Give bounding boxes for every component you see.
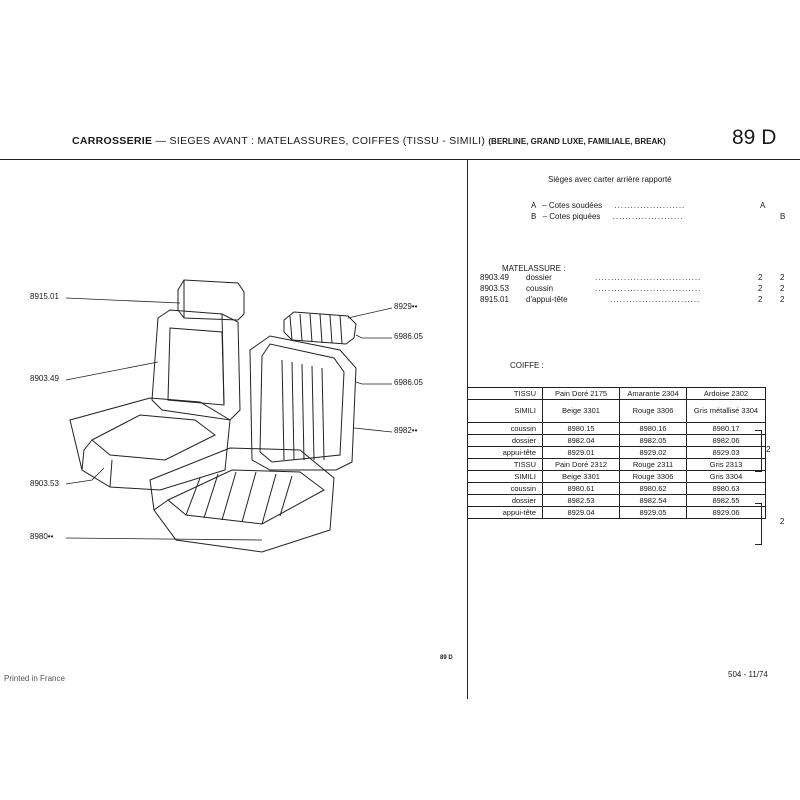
label-8980: 8980•• xyxy=(30,532,54,541)
table-cell: Rouge 3306 xyxy=(620,471,687,483)
matelassure-q2-3: 2 xyxy=(780,295,785,304)
matelassure-title: MATELASSURE : xyxy=(502,264,566,273)
title-sub: (BERLINE, GRAND LUXE, FAMILIALE, BREAK) xyxy=(488,137,666,146)
cushion-left xyxy=(70,398,230,490)
title-main: CARROSSERIE xyxy=(72,135,153,147)
label-8903-53: 8903.53 xyxy=(30,479,59,488)
table-row xyxy=(468,471,766,483)
table-row xyxy=(468,459,766,471)
table-cell: 8980.17 xyxy=(687,423,766,435)
label-8982: 8982•• xyxy=(394,426,418,435)
seats-heading: Sièges avec carter arrière rapporté xyxy=(548,175,672,184)
matelassure-q2-2: 2 xyxy=(780,284,785,293)
variant-b-dots: ...................... xyxy=(612,212,684,221)
label-8915-01: 8915.01 xyxy=(30,292,59,301)
table-cell: 8982.55 xyxy=(687,495,766,507)
coiffe-title: COIFFE : xyxy=(510,361,544,370)
table-cell: dossier xyxy=(468,495,543,507)
table-row xyxy=(468,507,766,519)
doc-ref: 504 - 11/74 xyxy=(728,670,768,679)
variant-a-dots: ...................... xyxy=(614,201,686,210)
table-cell: Amarante 2304 xyxy=(620,388,687,400)
table-cell: 8980.63 xyxy=(687,483,766,495)
table-cell: SIMILI xyxy=(468,400,543,423)
table-row xyxy=(468,400,766,423)
table-cell: 8929.05 xyxy=(620,507,687,519)
table-cell: 8980.61 xyxy=(543,483,620,495)
table-cell: Beige 3301 xyxy=(543,471,620,483)
matelassure-name-2: coussin xyxy=(526,284,554,293)
table-cell: 8982.54 xyxy=(620,495,687,507)
table-cell: 8982.05 xyxy=(620,435,687,447)
table-row xyxy=(468,423,766,435)
table-cell: TISSU xyxy=(468,459,543,471)
matelassure-dots-3: ............................ xyxy=(610,295,701,304)
coiffe-table xyxy=(467,387,766,519)
matelassure-q1-1: 2 xyxy=(758,273,763,282)
table-cell: Rouge 3306 xyxy=(620,400,687,423)
table-cell: 8982.53 xyxy=(543,495,620,507)
table-cell: appui-tête xyxy=(468,447,543,459)
figure-code: 89 D xyxy=(440,655,453,661)
label-6986-05-a: 6986.05 xyxy=(394,332,423,341)
label-6986-05-b: 6986.05 xyxy=(394,378,423,387)
matelassure-q1-2: 2 xyxy=(758,284,763,293)
table-cell: 8982.04 xyxy=(543,435,620,447)
variant-b-text: – Cotes piquées xyxy=(542,212,601,221)
matelassure-dots-2: ................................. xyxy=(595,284,702,293)
matelassure-name-1: dossier xyxy=(526,273,552,282)
table-cell: 8929.06 xyxy=(687,507,766,519)
variant-b-code: B xyxy=(780,212,786,221)
table-cell: 8929.03 xyxy=(687,447,766,459)
qty-table1: 2 xyxy=(766,445,771,454)
variant-a-key: A xyxy=(531,201,536,210)
table-cell: Gris 2313 xyxy=(687,459,766,471)
headrest-left xyxy=(178,280,244,320)
table-cell: coussin xyxy=(468,423,543,435)
variant-a-code: A xyxy=(760,201,766,210)
table-cell: Beige 3301 xyxy=(543,400,620,423)
matelassure-q2-1: 2 xyxy=(780,273,785,282)
table-row xyxy=(468,388,766,400)
qty-table2: 2 xyxy=(780,517,785,526)
table-cell: 8982.06 xyxy=(687,435,766,447)
table-cell: Rouge 2311 xyxy=(620,459,687,471)
label-8929: 8929•• xyxy=(394,302,418,311)
brace-table2 xyxy=(755,503,762,545)
matelassure-ref-1: 8903.49 xyxy=(480,273,509,282)
table-row xyxy=(468,435,766,447)
variant-a-text: – Cotes soudées xyxy=(542,201,603,210)
table-cell: appui-tête xyxy=(468,507,543,519)
title-rest: — SIEGES AVANT : MATELASSURES, COIFFES (TISSU - SIMILI) xyxy=(152,135,489,147)
matelassure-ref-3: 8915.01 xyxy=(480,295,509,304)
table-cell: Pain Doré 2312 xyxy=(543,459,620,471)
variant-a xyxy=(531,201,685,210)
table-row xyxy=(468,495,766,507)
table-cell: dossier xyxy=(468,435,543,447)
table-cell: Gris 3304 xyxy=(687,471,766,483)
printed-in: Printed in France xyxy=(4,674,65,683)
table-cell: Pain Doré 2175 xyxy=(543,388,620,400)
table-cell: 8929.01 xyxy=(543,447,620,459)
variant-b xyxy=(531,212,684,221)
matelassure-name-3: d'appui-tête xyxy=(526,295,568,304)
brace-table1 xyxy=(755,430,762,472)
page-code: 89 D xyxy=(732,126,777,149)
table-cell: 8980.16 xyxy=(620,423,687,435)
table-cell: SIMILI xyxy=(468,471,543,483)
matelassure-ref-2: 8903.53 xyxy=(480,284,509,293)
table-cell: 8929.04 xyxy=(543,507,620,519)
backrest-left xyxy=(152,310,240,420)
table-row xyxy=(468,483,766,495)
table-cell: Ardoise 2302 xyxy=(687,388,766,400)
table-cell: 8980.15 xyxy=(543,423,620,435)
matelassure-q1-3: 2 xyxy=(758,295,763,304)
table-row xyxy=(468,447,766,459)
table-cell: 8980.62 xyxy=(620,483,687,495)
table-cell: coussin xyxy=(468,483,543,495)
matelassure-dots-1: ................................. xyxy=(595,273,702,282)
table-cell: Gris métallisé 3304 xyxy=(687,400,766,423)
table-cell: TISSU xyxy=(468,388,543,400)
table-cell: 8929.02 xyxy=(620,447,687,459)
label-8903-49: 8903.49 xyxy=(30,374,59,383)
variant-b-key: B xyxy=(531,212,537,221)
